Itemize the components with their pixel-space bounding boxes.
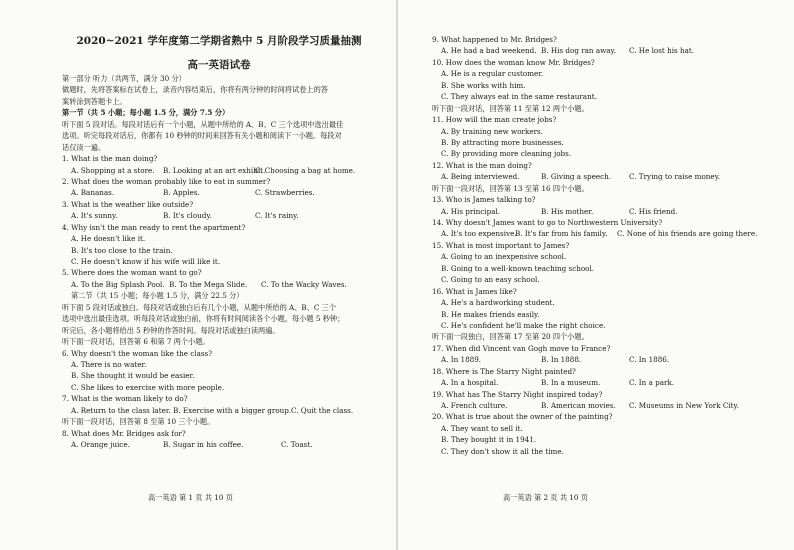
answer-options-row xyxy=(62,210,376,221)
exam-subtitle: 高一英语试卷 xyxy=(187,59,251,71)
text-line: 听下面一段对话，回答第 8 至第 10 三个小题。 xyxy=(62,417,215,427)
text-line: 听下面一段对话，回答第 13 至第 16 四个小题。 xyxy=(432,183,589,193)
answer-option: A. He is a regular customer. xyxy=(441,69,544,79)
answer-option: B. In 1888. xyxy=(541,355,582,365)
page-2-content xyxy=(432,34,780,457)
text-line: 听下面一段对话，回答第 6 和第 7 两个小题。 xyxy=(62,337,210,347)
answer-option: A. There is no water. xyxy=(71,359,147,369)
text-line: 10. How does the woman know Mr. Bridges? xyxy=(432,57,595,67)
answer-option: B. She works with him. xyxy=(441,80,526,90)
text-line: 16. What is James like? xyxy=(432,286,517,296)
answer-option: A. It's too expensive. xyxy=(441,229,517,239)
answer-option: B. Giving a speech. xyxy=(541,172,612,182)
answer-option: B. He makes friends easily. xyxy=(441,309,540,319)
answer-option: C. Quit the class. xyxy=(291,405,354,415)
text-line: 8. What does Mr. Bridges ask for? xyxy=(62,428,186,438)
answer-option: C. They don't show it all the time. xyxy=(441,446,564,456)
answer-option: C. Choosing a bag at home. xyxy=(255,165,356,175)
text-line: 第一节（共 5 小题；每小题 1.5 分，满分 7.5 分） xyxy=(62,108,230,118)
answer-options-row xyxy=(432,377,780,388)
answer-options-row xyxy=(62,405,376,416)
answer-option: A. He doesn't like it. xyxy=(71,234,146,244)
answer-option: C. Toast. xyxy=(281,440,313,449)
text-line: 2. What does the woman probably like to eat in summer? xyxy=(62,176,271,186)
answer-option: B. By attracting more businesses. xyxy=(441,137,564,147)
text-line: 听下面 5 段对话或独白。每段对话或独白后有几个小题，从题中所给的 A、B、C 三个 xyxy=(62,302,337,312)
answer-options-row xyxy=(62,187,376,198)
answer-option: C. He's confident he'll make the right choice. xyxy=(441,320,606,330)
answer-option: C. Strawberries. xyxy=(255,188,315,198)
page-2-footer: 高一英语 第 2 页 共 10 页 xyxy=(503,493,588,502)
text-line: 选项中选出最佳选项。听每段对话或独白前，你将有时间阅读各个小题，每小题 5 秒钟； xyxy=(62,314,345,324)
answer-option: B. Exercise with a bigger group. xyxy=(173,405,292,415)
answer-option: C. It's rainy. xyxy=(255,211,299,221)
answer-option: C. Going to an easy school. xyxy=(441,275,540,285)
text-line: 第一部分 听力（共两节，满分 30 分） xyxy=(62,74,186,83)
text-line: 案转涂到答题卡上。 xyxy=(62,96,127,106)
answer-option: C. In a park. xyxy=(629,378,675,388)
exam-page-2 xyxy=(397,0,794,550)
answer-option: B. It's far from his family. xyxy=(515,229,608,239)
answer-option: A. They want to sell it. xyxy=(441,423,523,433)
answer-option: B. They bought it in 1941. xyxy=(441,435,537,445)
text-line: 17. When did Vincent van Gogh move to France? xyxy=(432,343,611,353)
text-line: 听下面 5 段对话。每段对话后有一个小题，从题中所给的 A、B、C 三个选项中选出最佳 xyxy=(62,119,344,129)
text-line: 7. What is the woman likely to do? xyxy=(62,394,188,404)
answer-option: B. His mother. xyxy=(541,206,594,216)
text-line: 13. Who is James talking to? xyxy=(432,195,536,205)
text-line: 20. What is true about the owner of the painting? xyxy=(432,412,613,422)
answer-option: C. In 1886. xyxy=(629,355,670,365)
answer-option: C. They always eat in the same restaurant. xyxy=(441,92,597,102)
answer-option: A. His principal. xyxy=(441,206,501,216)
text-line: 听完后，各小题将给出 5 秒钟的作答时间。每段对话或独白读两遍。 xyxy=(62,325,280,335)
answer-option: B. American movies. xyxy=(541,401,616,410)
answer-options-row xyxy=(432,354,780,365)
answer-option: C. He lost his hat. xyxy=(629,46,695,56)
answer-option: A. Return to the class later. xyxy=(71,405,171,415)
answer-option: A. Bananas. xyxy=(71,188,115,198)
answer-options-row xyxy=(432,171,780,182)
answer-option: C. None of his friends are going there. xyxy=(617,229,758,239)
answer-option: B. His dog ran away. xyxy=(541,46,616,56)
answer-option: B. In a museum. xyxy=(541,378,601,388)
answer-option: B. It's too close to the train. xyxy=(71,245,173,255)
answer-option: A. It's sunny. xyxy=(71,211,118,221)
page-1-content xyxy=(62,73,376,450)
answer-option: C. Museums in New York City. xyxy=(629,401,739,410)
text-line: 听下面一段独白，回答第 17 至第 20 四个小题。 xyxy=(432,332,589,342)
text-line: 5. Where does the woman want to go? xyxy=(62,268,202,278)
answer-option: A. In 1889. xyxy=(441,355,482,365)
answer-options-row xyxy=(432,228,780,239)
answer-option: B. Apples. xyxy=(163,188,200,198)
text-line: 19. What has The Starry Night inspired today? xyxy=(432,389,603,399)
text-line: 4. Why isn't the man ready to rent the apartment? xyxy=(62,222,246,232)
answer-option: C. She likes to exercise with more people. xyxy=(71,382,225,392)
text-line: 3. What is the weather like outside? xyxy=(62,199,194,209)
answer-option: 第二节（共 15 小题；每小题 1.5 分，满分 22.5 分） xyxy=(71,291,244,301)
answer-option: A. Being interviewed. xyxy=(441,172,520,182)
text-line: 1. What is the man doing? xyxy=(62,154,158,164)
answer-option: C. His friend. xyxy=(629,206,678,216)
exam-title: 2020~2021 学年度第二学期省熟中 5 月阶段学习质量抽测 xyxy=(76,35,362,47)
answer-option: B. Sugar in his coffee. xyxy=(163,440,244,449)
answer-options-row xyxy=(432,45,780,56)
answer-option: A. Going to an inexpensive school. xyxy=(441,252,567,262)
answer-option: A. Orange juice. xyxy=(71,440,130,449)
text-line: 15. What is most important to James? xyxy=(432,240,570,250)
answer-option: A. He had a bad weekend. xyxy=(441,46,537,56)
answer-option: B. Going to a well-known teaching school. xyxy=(441,263,595,273)
answer-option: C. He doesn't know if his wife will like it. xyxy=(71,257,221,266)
answer-options-row xyxy=(62,279,376,290)
answer-option: A. By training new workers. xyxy=(441,126,543,136)
text-line: 做题时，先将答案标在试卷上，录音内容结束后，你将有两分钟的时间将试卷上的答 xyxy=(62,85,328,95)
answer-options-row xyxy=(62,439,376,450)
answer-option: B. She thought it would be easier. xyxy=(71,371,195,381)
answer-option: C. Trying to raise money. xyxy=(629,172,721,182)
answer-option: A. French culture. xyxy=(441,401,508,410)
answer-option: C. To the Wacky Waves. xyxy=(261,279,347,289)
text-line: 9. What happened to Mr. Bridges? xyxy=(432,35,557,44)
text-line: 话仅读一遍。 xyxy=(62,142,106,152)
text-line: 选项。听完每段对话后，你都有 10 秒钟的时间来回答有关小题和阅读下一小题。每段对 xyxy=(62,131,342,141)
answer-options-row xyxy=(432,206,780,217)
answer-option: B. Looking at an art exhibit. xyxy=(163,165,266,175)
text-line: 14. Why doesn't James want to go to Northwestern University? xyxy=(432,218,663,227)
answer-options-row xyxy=(432,400,780,411)
page-divider xyxy=(396,0,398,550)
text-line: 18. Where is The Starry Night painted? xyxy=(432,366,576,376)
text-line: 6. Why doesn't the woman like the class? xyxy=(62,348,213,358)
answer-option: A. In a hospital. xyxy=(441,378,499,388)
text-line: 12. What is the man doing? xyxy=(432,160,532,170)
answer-option: A. Shopping at a store. xyxy=(71,165,155,175)
page-1-footer: 高一英语 第 1 页 共 10 页 xyxy=(148,493,233,502)
answer-option: A. He's a hardworking student. xyxy=(441,298,555,308)
answer-option: A. To the Big Splash Pool. xyxy=(71,279,165,289)
answer-option: C. By providing more cleaning jobs. xyxy=(441,149,572,159)
answer-option: B. To the Mega Slide. xyxy=(169,279,248,289)
text-line: 11. How will the man create jobs? xyxy=(432,115,557,125)
answer-option: B. It's cloudy. xyxy=(163,211,212,221)
answer-options-row xyxy=(62,165,376,176)
text-line: 听下面一段对话，回答第 11 至第 12 两个小题。 xyxy=(432,103,589,113)
